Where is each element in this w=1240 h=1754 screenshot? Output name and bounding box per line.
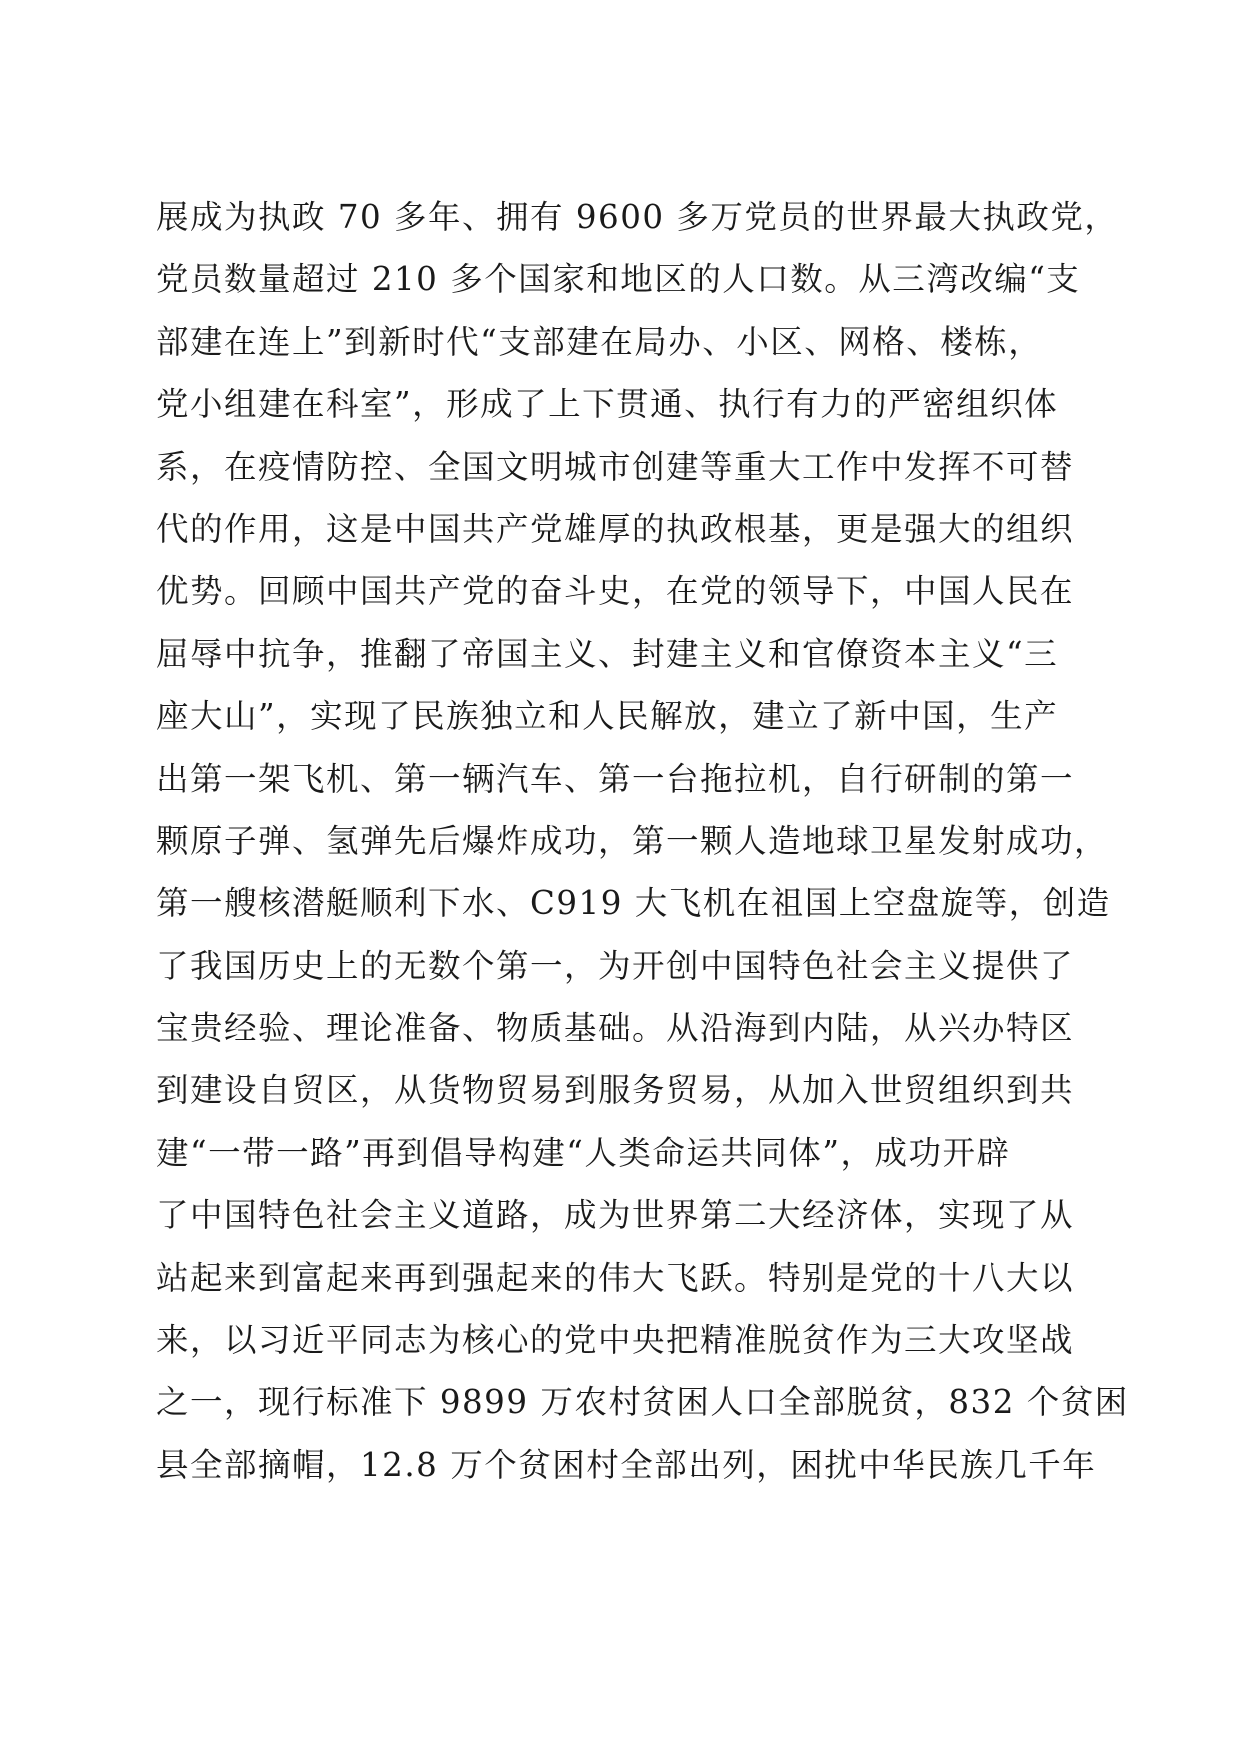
text-line: 了我国历史上的无数个第一，为开创中国特色社会主义提供了 [156,946,1075,985]
text-line: 优势。回顾中国共产党的奋斗史，在党的领导下，中国人民在 [156,572,1075,611]
text-line: 屈辱中抗争，推翻了帝国主义、封建主义和官僚资本主义“三 [156,634,1059,673]
text-line: 第一艘核潜艇顺利下水、C919 大飞机在祖国上空盘旋等，创造 [156,884,1111,923]
text-line: 代的作用，这是中国共产党雄厚的执政根基，更是强大的组织 [156,509,1075,548]
text-line: 县全部摘帽，12.8 万个贫困村全部出列，困扰中华民族几千年 [156,1445,1097,1484]
text-line: 颗原子弹、氢弹先后爆炸成功，第一颗人造地球卫星发射成功， [156,821,1109,860]
text-line: 座大山”，实现了民族独立和人民解放，建立了新中国，生产 [156,697,1059,736]
text-line: 系，在疫情防控、全国文明城市创建等重大工作中发挥不可替 [156,447,1075,486]
text-line: 到建设自贸区，从货物贸易到服务贸易，从加入世贸组织到共 [156,1071,1075,1110]
text-line: 站起来到富起来再到强起来的伟大飞跃。特别是党的十八大以 [156,1258,1075,1297]
text-line: 宝贵经验、理论准备、物质基础。从沿海到内陆，从兴办特区 [156,1009,1075,1048]
text-line: 党员数量超过 210 多个国家和地区的人口数。从三湾改编“支 [156,260,1081,299]
text-line: 展成为执政 70 多年、拥有 9600 多万党员的世界最大执政党， [156,198,1119,236]
text-line: 来，以习近平同志为核心的党中央把精准脱贫作为三大攻坚战 [156,1321,1075,1360]
text-line: 了中国特色社会主义道路，成为世界第二大经济体，实现了从 [156,1196,1075,1235]
text-line: 建“一带一路”再到倡导构建“人类命运共同体”，成功开辟 [156,1133,1011,1172]
text-line: 之一，现行标准下 9899 万农村贫困人口全部脱贫，832 个贫困 [156,1383,1129,1422]
text-line: 党小组建在科室”，形成了上下贯通、执行有力的严密组织体 [156,385,1059,424]
body-paragraph [156,186,1129,1496]
text-line: 出第一架飞机、第一辆汽车、第一台拖拉机，自行研制的第一 [156,759,1075,798]
text-line: 部建在连上”到新时代“支部建在局办、小区、网格、楼栋， [156,322,1043,361]
